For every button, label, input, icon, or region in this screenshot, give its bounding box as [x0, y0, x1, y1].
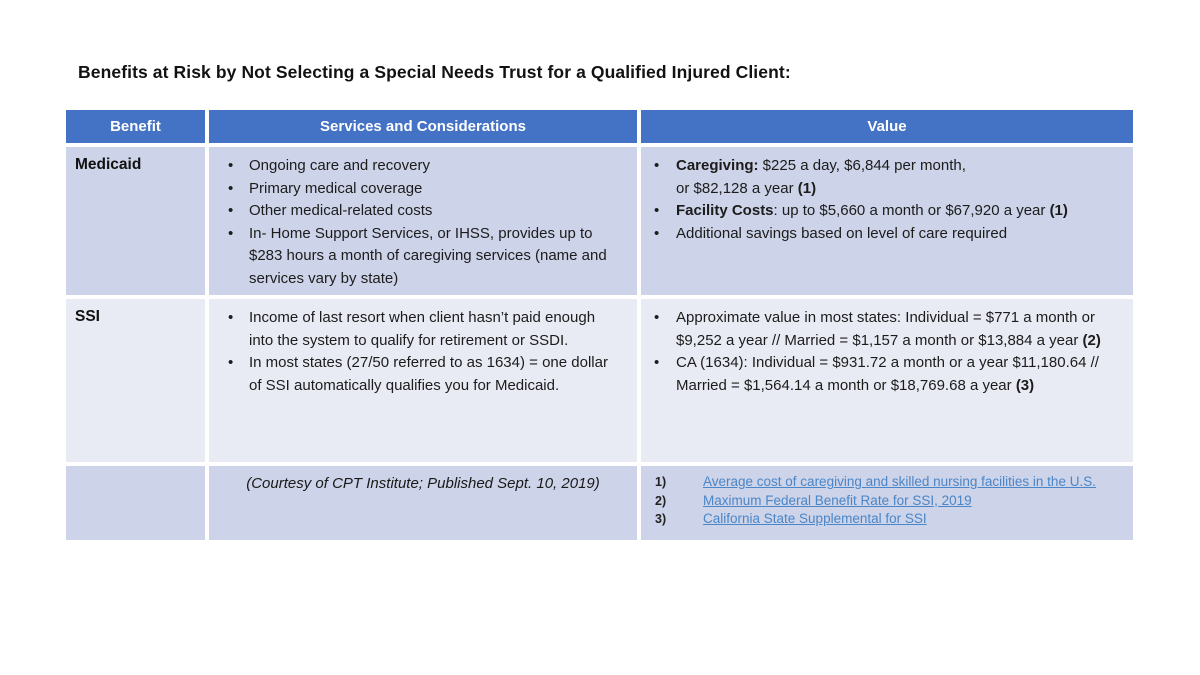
- footnote-ref-1: (1): [1049, 202, 1068, 219]
- medicaid-services-cell: [209, 147, 637, 295]
- list-item: [641, 352, 1123, 397]
- ssi-value-cell: [641, 299, 1133, 462]
- caregiving-text-2: or $82,128 a year: [676, 179, 798, 197]
- footnote-ref-3: (3): [1015, 376, 1035, 394]
- footnote-number: 1): [655, 475, 667, 489]
- medicaid-benefit-label: Medicaid: [66, 147, 205, 295]
- footnote-row: [655, 473, 1127, 492]
- list-item: [209, 155, 627, 178]
- facility-label: Facility Costs: [676, 202, 774, 219]
- approx-value-text: Approximate value in most states: Individual = $771 a month or $9,252 a year // Married = $1,157 a month or $13,884 a year: [676, 309, 1095, 349]
- list-item: [641, 200, 1123, 223]
- list-item-text: • In- Home Support Services, or IHSS, provides up to $283 hours a month of caregiving services (name and services vary by state): [249, 224, 607, 287]
- header-benefit: Benefit: [66, 110, 205, 143]
- list-item: [641, 307, 1123, 352]
- header-value: Value: [641, 110, 1133, 143]
- page-title: Benefits at Risk by Not Selecting a Special Needs Trust for a Qualified Injured Client:: [78, 62, 791, 82]
- list-item-text: • Other medical-related costs: [249, 202, 433, 219]
- additional-savings-text: Additional savings based on level of care required: [676, 224, 1008, 242]
- facility-text: : up to $5,660 a month or $67,920 a year: [773, 202, 1050, 219]
- list-item-text: • Primary medical coverage: [249, 179, 423, 197]
- caregiving-text: $225 a day, $6,844 per month,: [758, 157, 966, 174]
- caregiving-label: Caregiving:: [676, 157, 759, 174]
- list-item: [209, 223, 627, 291]
- list-item: [209, 200, 627, 223]
- list-item-text: • In most states (27/50 referred to as 1634) = one dollar of SSI automatically qualifies you for Medicaid.: [249, 354, 608, 394]
- footnote-number: 3): [655, 512, 667, 526]
- ca-value-text: CA (1634): Individual = $931.72 a month or a year $11,180.64 // Married = $1,564.14 a month or $18,769.68 a year: [676, 354, 1099, 394]
- footnote-ref-1: (1): [797, 179, 817, 197]
- list-item: [209, 307, 627, 352]
- footnote-number: 2): [655, 493, 667, 508]
- footnote-link-federal-benefit-rate[interactable]: Maximum Federal Benefit Rate for SSI, 2019: [703, 492, 972, 508]
- courtesy-note: (Courtesy of CPT Institute; Published Sept. 10, 2019): [209, 466, 637, 540]
- benefits-table: [66, 110, 1133, 540]
- footer-empty-cell: [66, 466, 205, 540]
- list-item-text: • Income of last resort when client hasn’t paid enough into the system to qualify for retirement or SSDI.: [249, 309, 596, 349]
- footnote-link-ca-supplemental[interactable]: California State Supplemental for SSI: [703, 511, 927, 526]
- footnote-row: [655, 510, 1127, 529]
- ssi-benefit-label: SSI: [66, 299, 205, 462]
- list-item-text: • Ongoing care and recovery: [249, 157, 430, 174]
- list-item: [209, 352, 627, 397]
- ssi-services-cell: [209, 299, 637, 462]
- footnote-ref-2: (2): [1082, 331, 1101, 349]
- list-item: [641, 155, 1123, 200]
- list-item: [209, 178, 627, 201]
- footnote-link-caregiving-cost[interactable]: Average cost of caregiving and skilled nursing facilities in the U.S.: [703, 474, 1096, 489]
- medicaid-value-cell: [641, 147, 1133, 295]
- header-services: Services and Considerations: [209, 110, 637, 143]
- footnote-row: [655, 492, 1127, 511]
- footnotes-cell: [641, 466, 1133, 540]
- list-item: [641, 223, 1123, 246]
